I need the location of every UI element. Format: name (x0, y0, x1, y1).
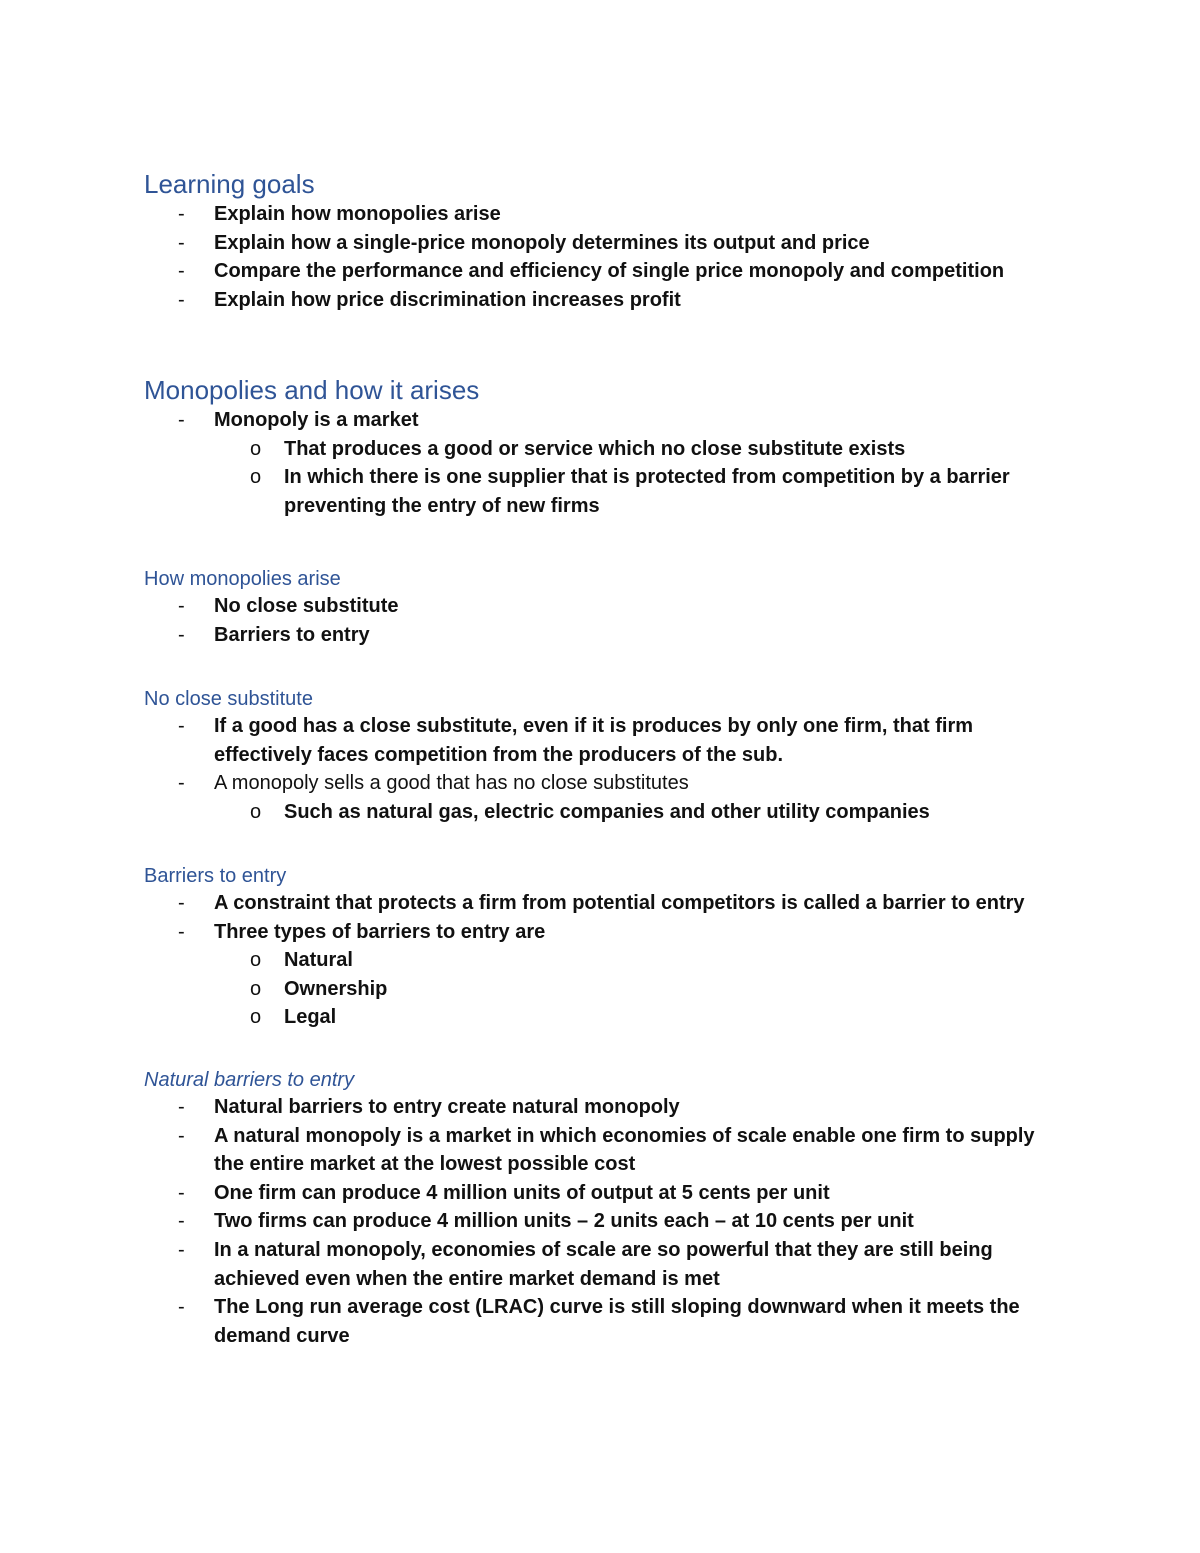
dash-bullet: - (178, 231, 185, 254)
sub-list-item (214, 463, 1064, 520)
learning-goals-list (144, 200, 1064, 314)
dash-bullet: - (178, 203, 185, 225)
list-item-text: Barriers to entry (214, 623, 370, 646)
barriers-sublist (214, 946, 1064, 1032)
dash-bullet: - (178, 1296, 185, 1319)
list-item-text: One firm can produce 4 million units of output at 5 cents per unit (214, 1181, 830, 1204)
monopolies-heading: Monopolies and how it arises (144, 375, 480, 405)
list-item (144, 918, 1064, 947)
list-item (144, 1122, 1064, 1179)
dash-bullet: - (178, 1096, 185, 1118)
no-close-section (144, 686, 1064, 826)
list-item-text: Explain how a single-price monopoly determines its output and price (214, 231, 870, 254)
dash-bullet: - (178, 715, 185, 737)
dash-bullet: - (178, 595, 185, 617)
list-item (144, 406, 1064, 435)
no-close-sublist (214, 798, 1064, 827)
list-item-text: Such as natural gas, electric companies and other utility companies (284, 800, 930, 823)
dash-bullet: - (178, 1210, 185, 1233)
dash-bullet: - (178, 772, 185, 795)
list-item-text: In a natural monopoly, economies of scale are so powerful that they are still being achieved even when the entire market demand is met (214, 1238, 993, 1290)
list-item-text: Two firms can produce 4 million units – 2 units each – at 10 cents per unit (214, 1210, 914, 1233)
monopolies-section (144, 374, 1064, 520)
dash-bullet: - (178, 892, 185, 914)
list-item-text: Natural (284, 949, 353, 972)
list-item (144, 621, 1064, 650)
no-close-heading: No close substitute (144, 688, 313, 710)
list-item-text: A natural monopoly is a market in which economies of scale enable one firm to supply the entire market at the lowest possible cost (214, 1124, 1035, 1176)
how-arise-list (144, 592, 1064, 649)
sub-list-item (214, 435, 1064, 464)
list-item (144, 592, 1064, 621)
dash-bullet: - (178, 920, 185, 943)
list-item-text: Three types of barriers to entry are (214, 920, 546, 943)
list-item (144, 769, 1064, 798)
list-item (144, 200, 1064, 229)
sub-list-item (214, 975, 1064, 1004)
list-item-text: In which there is one supplier that is protected from competition by a barrier preventing the entry of new firms (284, 466, 1010, 517)
natural-section (144, 1067, 1064, 1350)
monopolies-list (144, 406, 1064, 435)
dash-bullet: - (178, 288, 185, 311)
circle-bullet: o (250, 949, 262, 972)
dash-bullet: - (178, 1181, 185, 1204)
list-item-text: Explain how price discrimination increases profit (214, 288, 681, 311)
list-item-text: If a good has a close substitute, even if it is produces by only one firm, that firm effectively faces competition from the producers of the sub. (214, 715, 974, 766)
dash-bullet: - (178, 623, 185, 646)
list-item-text: No close substitute (214, 595, 399, 617)
list-item-text: That produces a good or service which no close substitute exists (284, 437, 906, 460)
list-item-text: Explain how monopolies arise (214, 203, 501, 225)
learning-goals-section (144, 168, 1064, 314)
barriers-section (144, 863, 1064, 1032)
list-item-text: Monopoly is a market (214, 409, 419, 431)
circle-bullet: o (250, 466, 262, 489)
list-item-text: The Long run average cost (LRAC) curve is still sloping downward when it meets the demand curve (214, 1296, 1020, 1347)
monopolies-sublist (214, 435, 1064, 521)
list-item-text: A constraint that protects a firm from potential competitors is called a barrier to entry (214, 892, 1025, 914)
no-close-list (144, 712, 1064, 798)
sub-list-item (214, 798, 1064, 827)
barriers-heading: Barriers to entry (144, 865, 287, 887)
dash-bullet: - (178, 260, 185, 283)
circle-bullet: o (250, 437, 262, 460)
list-item-text: Legal (284, 1006, 337, 1029)
natural-list (144, 1093, 1064, 1350)
barriers-list (144, 889, 1064, 946)
list-item-text: A monopoly sells a good that has no close substitutes (214, 772, 689, 795)
natural-heading: Natural barriers to entry (144, 1069, 355, 1091)
list-item (144, 1236, 1064, 1293)
list-item (144, 1093, 1064, 1122)
circle-bullet: o (250, 1006, 262, 1029)
list-item (144, 1179, 1064, 1208)
how-arise-section (144, 566, 1064, 649)
learning-goals-heading: Learning goals (144, 169, 315, 199)
list-item-text: Compare the performance and efficiency of single price monopoly and competition (214, 260, 1005, 283)
list-item (144, 1207, 1064, 1236)
list-item (144, 712, 1064, 769)
dash-bullet: - (178, 409, 185, 431)
sub-list-item (214, 946, 1064, 975)
dash-bullet: - (178, 1238, 185, 1261)
list-item-text: Natural barriers to entry create natural monopoly (214, 1096, 680, 1118)
dash-bullet: - (178, 1124, 185, 1147)
list-item (144, 286, 1064, 315)
list-item (144, 1293, 1064, 1350)
circle-bullet: o (250, 800, 262, 823)
sub-list-item (214, 1003, 1064, 1032)
list-item (144, 889, 1064, 918)
list-item-text: Ownership (284, 977, 388, 1000)
circle-bullet: o (250, 977, 262, 1000)
list-item (144, 257, 1064, 286)
how-arise-heading: How monopolies arise (144, 568, 341, 590)
list-item (144, 229, 1064, 258)
